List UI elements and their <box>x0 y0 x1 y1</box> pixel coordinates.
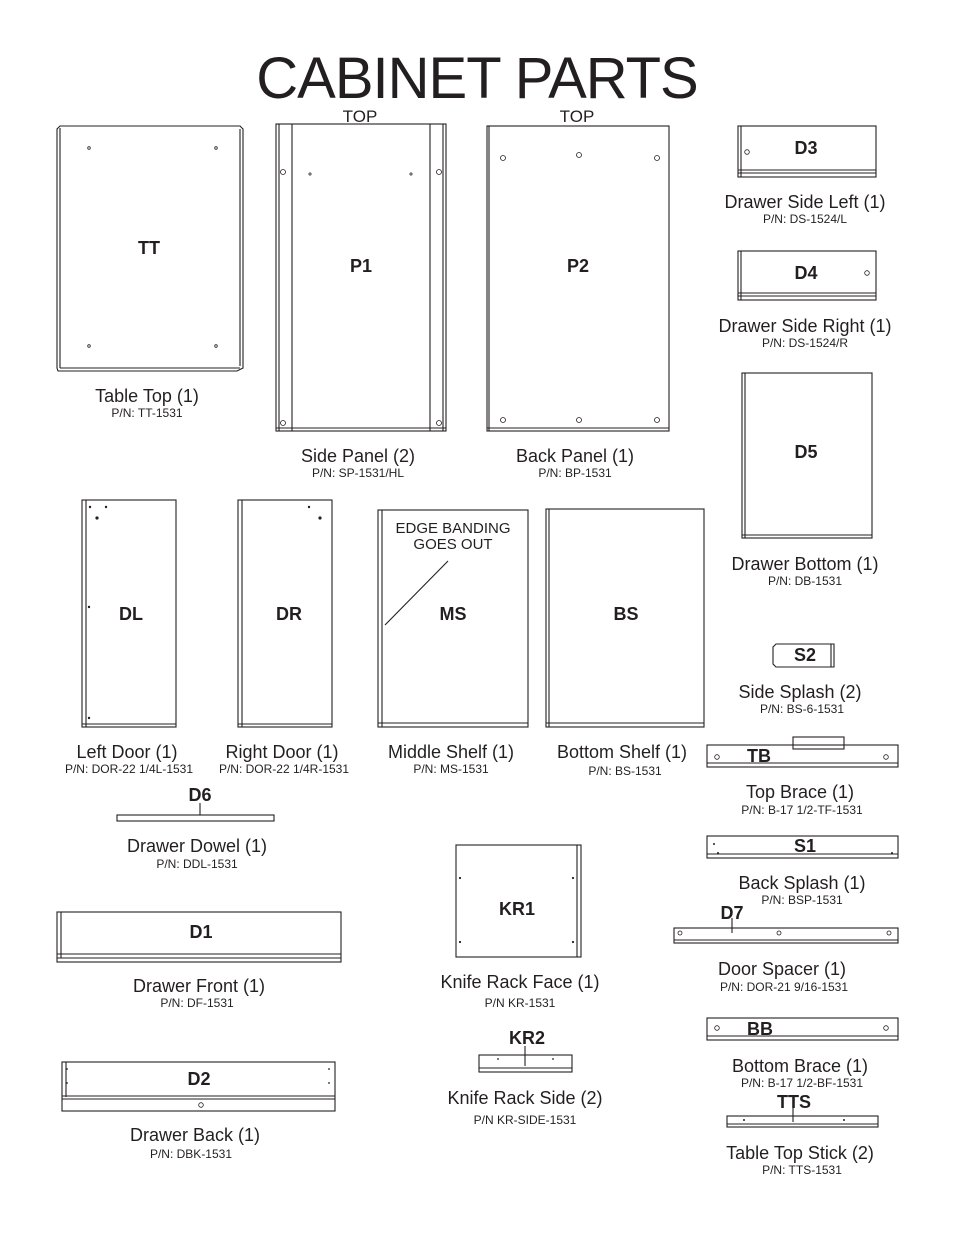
knife-rack-side-drawing <box>479 1046 572 1072</box>
part-number-middle-shelf: P/N: MS-1531 <box>413 762 489 776</box>
part-code-bb: BB <box>747 1019 773 1039</box>
part-number-drawer-bottom: P/N: DB-1531 <box>767 574 843 588</box>
part-number-top-brace: P/N: B-17 1/2-TF-1531 <box>741 803 863 817</box>
part-label-left-door: Left Door (1) <box>76 742 178 762</box>
part-number-side-panel: P/N: SP-1531/HL <box>311 466 405 480</box>
part-label-drawer-bottom: Drawer Bottom (1) <box>731 554 879 574</box>
part-code-s1: S1 <box>793 836 817 856</box>
part-number-drawer-side-left: P/N: DS-1524/L <box>762 212 848 226</box>
part-label-drawer-back: Drawer Back (1) <box>129 1125 261 1145</box>
part-number-knife-rack-face: P/N KR-1531 <box>484 996 556 1010</box>
part-code-ms: MS <box>439 604 467 624</box>
back-panel-drawing <box>487 126 669 431</box>
part-label-knife-rack-side: Knife Rack Side (2) <box>447 1088 603 1108</box>
part-code-tb: TB <box>747 746 771 766</box>
part-number-drawer-dowel: P/N: DDL-1531 <box>156 857 238 871</box>
part-number-left-door: P/N: DOR-22 1/4L-1531 <box>64 762 194 776</box>
part-code-s2: S2 <box>793 645 817 665</box>
part-label-back-splash: Back Splash (1) <box>738 873 866 893</box>
part-label-bottom-shelf: Bottom Shelf (1) <box>556 742 688 762</box>
part-code-d5: D5 <box>794 442 818 462</box>
part-number-table-top-stick: P/N: TTS-1531 <box>762 1163 842 1177</box>
edge-banding-note-line1: EDGE BANDING <box>395 520 511 537</box>
part-label-table-top-stick: Table Top Stick (2) <box>726 1143 874 1163</box>
part-code-dl: DL <box>119 604 143 624</box>
part-code-dr: DR <box>276 604 302 624</box>
part-code-kr2: KR2 <box>508 1028 545 1048</box>
part-code-d2: D2 <box>187 1069 211 1089</box>
part-code-kr1: KR1 <box>498 899 535 919</box>
part-number-back-splash: P/N: BSP-1531 <box>761 893 843 907</box>
part-code-d6: D6 <box>188 785 212 805</box>
drawer-dowel-drawing <box>117 803 274 821</box>
part-code-d4: D4 <box>794 263 818 283</box>
part-number-drawer-front: P/N: DF-1531 <box>160 996 234 1010</box>
part-number-side-splash: P/N: BS-6-1531 <box>759 702 845 716</box>
part-code-tts: TTS <box>777 1092 811 1112</box>
part-number-drawer-back: P/N: DBK-1531 <box>149 1147 233 1161</box>
part-code-bs: BS <box>613 604 639 624</box>
top-marker-side-panel: TOP <box>342 107 378 126</box>
part-label-back-panel: Back Panel (1) <box>515 446 635 466</box>
part-label-drawer-front: Drawer Front (1) <box>132 976 266 996</box>
part-label-middle-shelf: Middle Shelf (1) <box>387 742 515 762</box>
part-code-d3: D3 <box>794 138 818 158</box>
part-label-bottom-brace: Bottom Brace (1) <box>731 1056 869 1076</box>
part-number-back-panel: P/N: BP-1531 <box>538 466 612 480</box>
part-code-d1: D1 <box>189 922 213 942</box>
part-label-door-spacer: Door Spacer (1) <box>717 959 847 979</box>
part-label-side-splash: Side Splash (2) <box>738 682 862 702</box>
page-title: CABINET PARTS <box>256 46 698 111</box>
part-label-table-top: Table Top (1) <box>95 386 199 406</box>
part-label-drawer-dowel: Drawer Dowel (1) <box>126 836 268 856</box>
part-number-door-spacer: P/N: DOR-21 9/16-1531 <box>719 980 849 994</box>
part-label-right-door: Right Door (1) <box>225 742 339 762</box>
top-marker-back-panel: TOP <box>559 107 595 126</box>
part-code-p2: P2 <box>566 256 590 276</box>
part-label-top-brace: Top Brace (1) <box>745 782 855 802</box>
part-label-side-panel: Side Panel (2) <box>300 446 416 466</box>
part-label-drawer-side-right: Drawer Side Right (1) <box>718 316 892 336</box>
part-code-p1: P1 <box>349 256 373 276</box>
part-number-drawer-side-right: P/N: DS-1524/R <box>761 336 849 350</box>
part-number-table-top: P/N: TT-1531 <box>111 406 183 420</box>
part-number-bottom-brace: P/N: B-17 1/2-BF-1531 <box>740 1076 864 1090</box>
part-number-right-door: P/N: DOR-22 1/4R-1531 <box>218 762 350 776</box>
part-label-knife-rack-face: Knife Rack Face (1) <box>440 972 600 992</box>
side-panel-drawing <box>276 124 446 431</box>
part-code-tt: TT <box>138 238 160 258</box>
part-number-knife-rack-side: P/N KR-SIDE-1531 <box>473 1113 577 1127</box>
edge-banding-note-line2: GOES OUT <box>413 536 493 553</box>
part-label-drawer-side-left: Drawer Side Left (1) <box>724 192 886 212</box>
part-code-d7: D7 <box>720 903 744 923</box>
part-number-bottom-shelf: P/N: BS-1531 <box>588 764 662 778</box>
